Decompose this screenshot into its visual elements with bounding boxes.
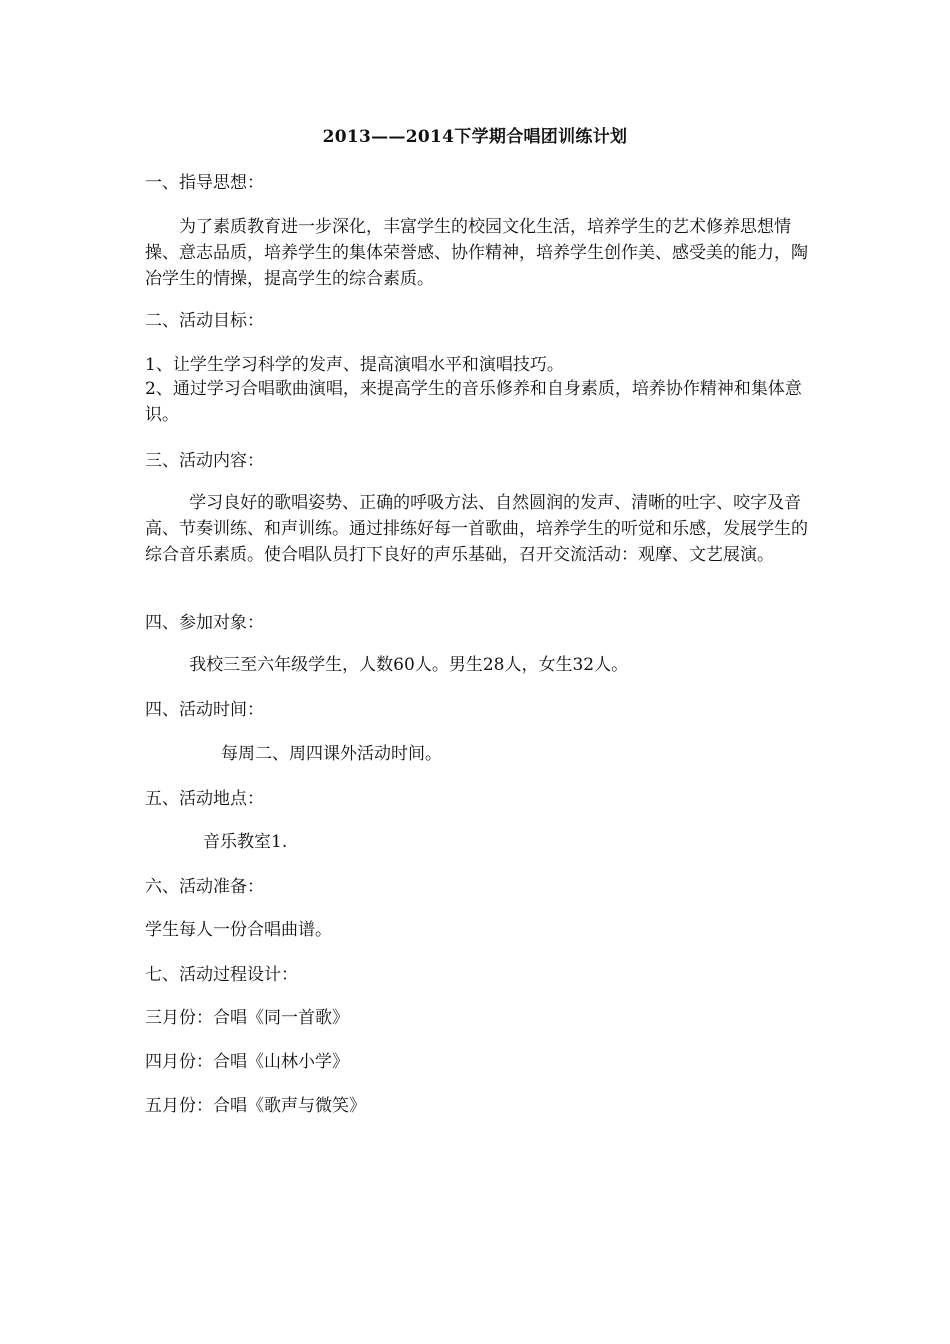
document-title: 2013——2014下学期合唱团训练计划 [322, 127, 628, 147]
section-3-body: 学习良好的歌唱姿势、正确的呼吸方法、自然圆润的发声、清晰的吐字、咬字及音高、节奏训练、和声训练。通过排练好每一首歌曲，培养学生的听觉和乐感，发展学生的综合音乐素质。使合唱队员打下良好的声乐基础，召开交流活动：观摩、文艺展演。 [145, 493, 808, 565]
section-1-body: 为了素质教育进一步深化，丰富学生的校园文化生活，培养学生的艺术修养思想情操、意志品质，培养学生的集体荣誉感、协作精神，培养学生创作美、感受美的能力，陶冶学生的情操，提高学生的综合素质。 [145, 217, 808, 289]
section-4-heading: 四、参加对象： [145, 613, 264, 633]
section-5-heading: 五、活动地点： [145, 789, 264, 809]
section-7-may: 五月份：合唱《歌声与微笑》 [145, 1096, 366, 1116]
section-2-item-2: 2、通过学习合唱歌曲演唱，来提高学生的音乐修养和自身素质，培养协作精神和集体意识。 [145, 379, 802, 425]
section-4b-body: 每周二、周四课外活动时间。 [221, 744, 442, 764]
section-7-march: 三月份：合唱《同一首歌》 [145, 1008, 349, 1028]
section-4-body: 我校三至六年级学生，人数60人。男生28人，女生32人。 [189, 655, 629, 675]
section-3-heading: 三、活动内容： [145, 451, 264, 471]
section-1-heading: 一、指导思想： [145, 173, 264, 193]
section-5-body: 音乐教室1. [203, 832, 288, 852]
section-4b-heading: 四、活动时间： [145, 700, 264, 720]
section-7-april: 四月份：合唱《山林小学》 [145, 1052, 349, 1072]
section-2-heading: 二、活动目标： [145, 311, 264, 331]
section-6-heading: 六、活动准备： [145, 877, 264, 897]
section-6-body: 学生每人一份合唱曲谱。 [145, 920, 332, 940]
section-7-heading: 七、活动过程设计： [145, 965, 298, 985]
section-2-item-1: 1、让学生学习科学的发声、提高演唱水平和演唱技巧。 [145, 355, 564, 375]
